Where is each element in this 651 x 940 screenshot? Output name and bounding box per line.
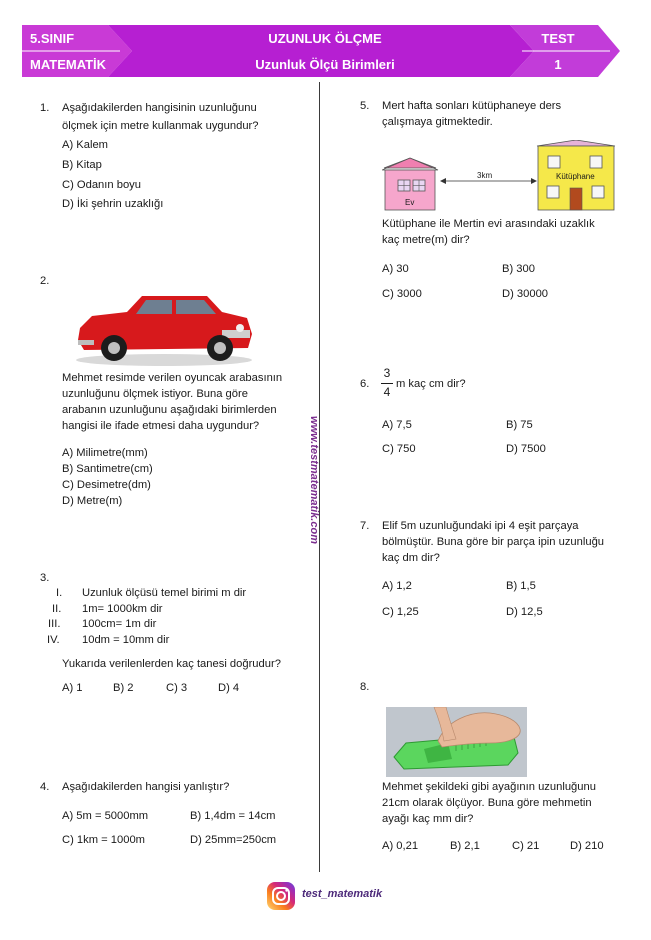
q3-roman-4: IV.: [47, 634, 60, 646]
q5-number: 5.: [360, 100, 370, 112]
q7-option-a[interactable]: A) 1,2: [382, 580, 412, 592]
q7-option-b[interactable]: B) 1,5: [506, 580, 536, 592]
q7-option-d[interactable]: D) 12,5: [506, 606, 543, 618]
q4-line1: Aşağıdakilerden hangisi yanlıştır?: [62, 781, 230, 793]
house-label: Ev: [405, 198, 415, 207]
q1-option-c[interactable]: C) Odanın boyu: [62, 179, 141, 191]
instagram-handle[interactable]: test_matematik: [302, 888, 383, 900]
test-number: 1: [554, 57, 562, 72]
q8-line2: 21cm olarak ölçüyor. Buna göre mehmetin: [382, 797, 592, 809]
q2-line3: arabanın uzunluğunu aşağıdaki birimlerden: [62, 404, 277, 416]
grade-label: 5.SINIF: [30, 31, 75, 46]
q1-line2: ölçmek için metre kullanmak uygundur?: [62, 120, 259, 132]
distance-label: 3km: [477, 171, 493, 180]
q8-option-d[interactable]: D) 210: [570, 840, 604, 852]
test-label: TEST: [541, 31, 575, 46]
q6-option-d[interactable]: D) 7500: [506, 443, 546, 455]
q2-number: 2.: [40, 275, 50, 287]
q2-line1: Mehmet resimde verilen oyuncak arabasının: [62, 372, 283, 384]
q3-roman-1: I.: [56, 587, 63, 599]
q2-option-b[interactable]: B) Santimetre(cm): [62, 463, 153, 475]
q8-option-c[interactable]: C) 21: [512, 840, 540, 852]
q7-line2: bölmüştür. Buna göre bir parça ipin uzunluğu: [382, 536, 605, 548]
q6-number: 6.: [360, 378, 370, 390]
q3-statement-4: 10dm = 10mm dir: [82, 634, 170, 646]
toy-car-image: [72, 290, 257, 370]
q6-option-a[interactable]: A) 7,5: [382, 419, 412, 431]
q7-line3: kaç dm dir?: [382, 552, 440, 564]
q7-option-c[interactable]: C) 1,25: [382, 606, 419, 618]
q3-roman-3: III.: [48, 618, 61, 630]
q3-option-d[interactable]: D) 4: [218, 682, 240, 694]
q3-statement-2: 1m= 1000km dir: [82, 603, 163, 615]
q8-option-a[interactable]: A) 0,21: [382, 840, 419, 852]
q6-option-c[interactable]: C) 750: [382, 443, 416, 455]
watermark-url: www.testmatematik.com: [308, 416, 320, 544]
q5-option-c[interactable]: C) 3000: [382, 288, 422, 300]
q1-option-b[interactable]: B) Kitap: [62, 159, 102, 171]
instagram-icon[interactable]: [266, 881, 296, 911]
q3-statement-3: 100cm= 1m dir: [82, 618, 157, 630]
q8-line3: ayağı kaç mm dir?: [382, 813, 474, 825]
q5-option-b[interactable]: B) 300: [502, 263, 535, 275]
q5-line3: Kütüphane ile Mertin evi arasındaki uzaklık: [382, 218, 595, 230]
q5-line4: kaç metre(m) dir?: [382, 234, 470, 246]
foot-measure-image: [386, 707, 527, 777]
q1-option-a[interactable]: A) Kalem: [62, 139, 109, 151]
q3-roman-2: II.: [52, 603, 62, 615]
q7-number: 7.: [360, 520, 370, 532]
q8-option-b[interactable]: B) 2,1: [450, 840, 480, 852]
q2-line4: hangisi ile ifade etmesi daha uygundur?: [62, 420, 260, 432]
q8-line1: Mehmet şekildeki gibi ayağının uzunluğunu: [382, 781, 596, 793]
q6-numerator: 3: [383, 366, 391, 380]
q4-number: 4.: [40, 781, 50, 793]
library-label: Kütüphane: [556, 172, 595, 181]
q3-option-c[interactable]: C) 3: [166, 682, 188, 694]
q4-option-b[interactable]: B) 1,4dm = 14cm: [190, 810, 276, 822]
q1-line1: Aşağıdakilerden hangisinin uzunluğunu: [62, 102, 257, 114]
q2-option-a[interactable]: A) Milimetre(mm): [62, 447, 148, 459]
q3-option-b[interactable]: B) 2: [113, 682, 134, 694]
q3-number: 3.: [40, 572, 50, 584]
subject-label: MATEMATİK: [30, 57, 107, 72]
q4-option-d[interactable]: D) 25mm=250cm: [190, 834, 277, 846]
q5-line2: çalışmaya gitmektedir.: [382, 116, 493, 128]
q2-line2: uzunluğunu ölçmek istiyor. Buna göre: [62, 388, 248, 400]
q4-option-c[interactable]: C) 1km = 1000m: [62, 834, 146, 846]
q1-number: 1.: [40, 102, 50, 114]
q8-number: 8.: [360, 681, 370, 693]
q2-option-c[interactable]: C) Desimetre(dm): [62, 479, 151, 491]
topic-title: UZUNLUK ÖLÇME: [268, 31, 382, 46]
q5-option-d[interactable]: D) 30000: [502, 288, 549, 300]
q2-option-d[interactable]: D) Metre(m): [62, 495, 123, 507]
q5-option-a[interactable]: A) 30: [382, 263, 409, 275]
q5-line1: Mert hafta sonları kütüphaneye ders: [382, 100, 562, 112]
q6-denominator: 4: [383, 385, 391, 399]
q6-text: m kaç cm dir?: [396, 378, 466, 390]
subtopic-title: Uzunluk Ölçü Birimleri: [255, 57, 395, 72]
fraction-bar: [381, 383, 393, 384]
q6-option-b[interactable]: B) 75: [506, 419, 533, 431]
q3-question: Yukarıda verilenlerden kaç tanesi doğrudur?: [62, 658, 281, 670]
q3-option-a[interactable]: A) 1: [62, 682, 83, 694]
q7-line1: Elif 5m uzunluğundaki ipi 4 eşit parçaya: [382, 520, 579, 532]
q3-statement-1: Uzunluk ölçüsü temel birimi m dir: [82, 587, 247, 599]
q1-option-d[interactable]: D) İki şehrin uzaklığı: [62, 198, 164, 210]
q4-option-a[interactable]: A) 5m = 5000mm: [62, 810, 149, 822]
